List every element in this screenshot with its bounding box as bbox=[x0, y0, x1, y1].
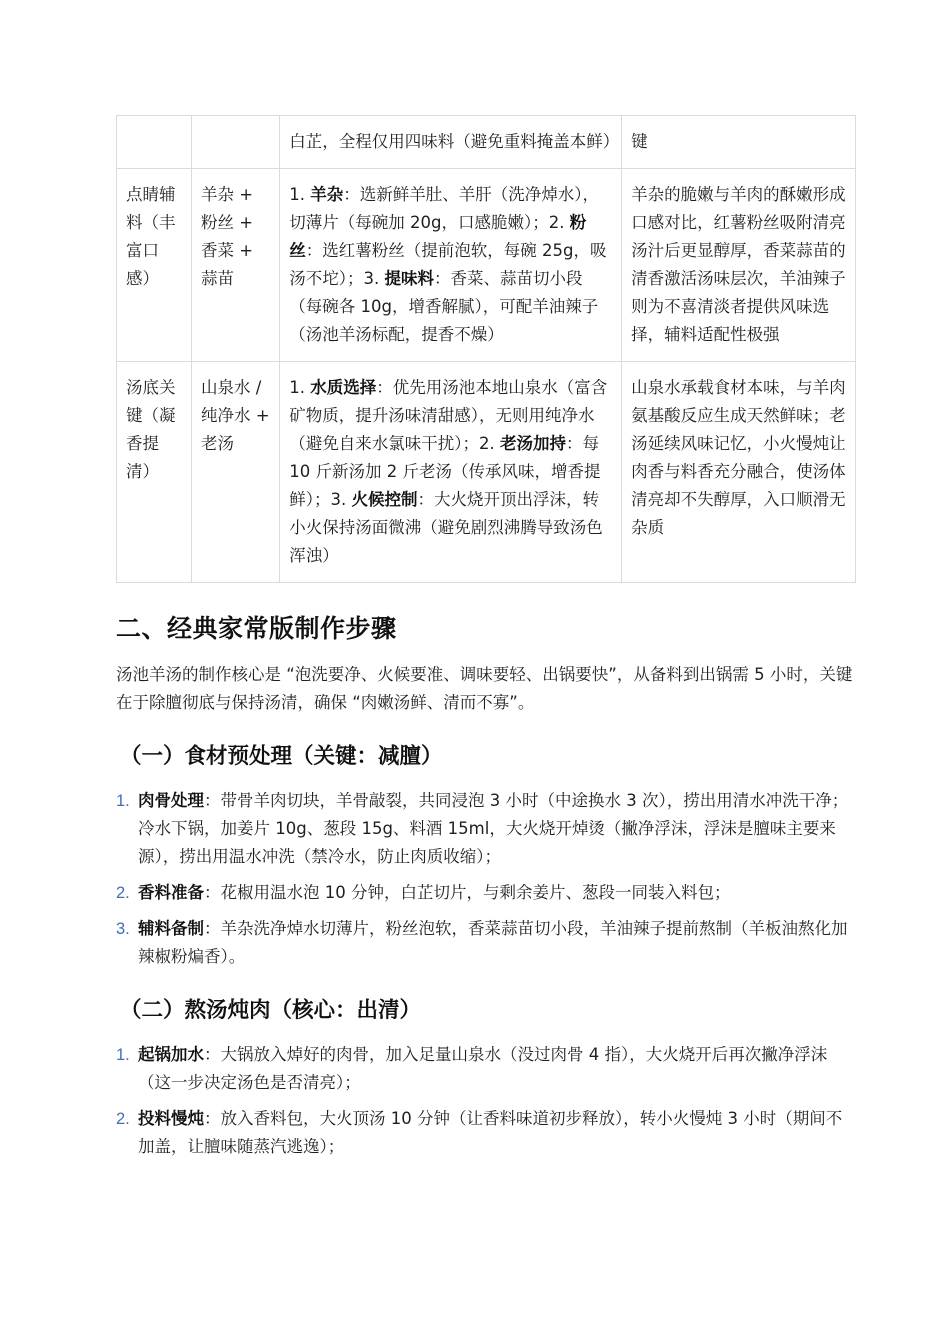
table-cell-c1: 点睛辅料（丰富口感） bbox=[117, 169, 192, 362]
table-cell-c1 bbox=[117, 116, 192, 169]
table-cell-c4: 山泉水承载食材本味，与羊肉氨基酸反应生成天然鲜味；老汤延续风味记忆，小火慢炖让肉香与料香充分融合，使汤体清亮却不失醇厚，入口顺滑无杂质 bbox=[622, 362, 856, 583]
list-number: 1. bbox=[116, 1046, 130, 1064]
table-row bbox=[117, 116, 856, 169]
cell-text: ：香菜、蒜苗切小段（每碗各 10g，增香解腻），可配羊油辣子（汤池羊汤标配，提香不燥） bbox=[289, 269, 599, 344]
table-cell-c2 bbox=[192, 116, 280, 169]
list-number: 1. bbox=[116, 792, 130, 810]
cell-text: ：选红薯粉丝（提前泡软，每碗 25g，吸汤不坨）；3. bbox=[289, 241, 607, 288]
table-row bbox=[117, 169, 856, 362]
document-page bbox=[116, 115, 856, 1169]
list-number: 2. bbox=[116, 1110, 130, 1128]
cell-text: ：大火烧开顶出浮沫，转小火保持汤面微沸（避免剧烈沸腾导致汤色浑浊） bbox=[289, 490, 603, 565]
cell-text: ：每 10 斤新汤加 2 斤老汤（传承风味，增香提鲜）；3. bbox=[289, 434, 601, 509]
table-cell-c4: 键 bbox=[622, 116, 856, 169]
table-cell-c1: 汤底关键（凝香提清） bbox=[117, 362, 192, 583]
subsection-title-stew: （二）熬汤炖肉（核心：出清） bbox=[120, 998, 422, 1023]
list-item bbox=[116, 787, 856, 871]
table-cell-c3 bbox=[280, 116, 622, 169]
step-text: ：大锅放入焯好的肉骨，加入足量山泉水（没过肉骨 4 指），大火烧开后再次撇净浮沫（这一步决定汤色是否清亮）； bbox=[138, 1045, 828, 1092]
step-label: 香料准备 bbox=[138, 883, 204, 902]
bold-term: 羊杂 bbox=[310, 185, 344, 204]
table-cell-c2: 羊杂 + 粉丝 + 香菜 + 蒜苗 bbox=[192, 169, 280, 362]
list-item bbox=[116, 879, 856, 907]
step-text: ：带骨羊肉切块，羊骨敲裂，共同浸泡 3 小时（中途换水 3 次），捞出用清水冲洗干净；冷水下锅，加姜片 10g、葱段 15g、料酒 15ml，大火烧开焯烫（撇净浮沫，浮沫是膻味主要来源），捞出用温水冲洗（禁冷水，防止肉质收缩）； bbox=[138, 791, 849, 866]
bold-term: 火候控制 bbox=[351, 490, 418, 509]
step-label: 辅料备制 bbox=[138, 919, 204, 938]
prep-steps-list bbox=[116, 787, 856, 971]
table-cell-c3 bbox=[280, 169, 622, 362]
step-text: ：花椒用温水泡 10 分钟，白芷切片，与剩余姜片、葱段一同装入料包； bbox=[204, 883, 731, 902]
step-text: ：放入香料包，大火顶汤 10 分钟（让香料味道初步释放），转小火慢炖 3 小时（期间不加盖，让膻味随蒸汽逃逸）； bbox=[138, 1109, 843, 1156]
list-number: 2. bbox=[116, 884, 130, 902]
table-cell-c3 bbox=[280, 362, 622, 583]
table-row bbox=[117, 362, 856, 583]
bold-term: 老汤加持 bbox=[499, 434, 566, 453]
list-item bbox=[116, 1105, 856, 1161]
list-item bbox=[116, 915, 856, 971]
subsection-title-prep: （一）食材预处理（关键：减膻） bbox=[120, 744, 443, 769]
table-cell-c4: 羊杂的脆嫩与羊肉的酥嫩形成口感对比，红薯粉丝吸附清亮汤汁后更显醇厚，香菜蒜苗的清香激活汤味层次，羊油辣子则为不喜清淡者提供风味选择，辅料适配性极强 bbox=[622, 169, 856, 362]
stew-steps-list bbox=[116, 1041, 856, 1161]
section-intro: 汤池羊汤的制作核心是 “泡洗要净、火候要准、调味要轻、出锅要快”，从备料到出锅需 5 小时，关键在于除膻彻底与保持汤清，确保 “肉嫩汤鲜、清而不寡”。 bbox=[116, 665, 853, 712]
list-number: 3. bbox=[116, 920, 130, 938]
bold-term: 提味料 bbox=[384, 269, 434, 288]
bold-term: 粉丝 bbox=[289, 213, 587, 260]
step-label: 肉骨处理 bbox=[138, 791, 204, 810]
cell-text: 1. bbox=[289, 185, 311, 204]
table-body bbox=[117, 116, 856, 583]
step-label: 投料慢炖 bbox=[138, 1109, 204, 1128]
step-text: ：羊杂洗净焯水切薄片，粉丝泡软，香菜蒜苗切小段，羊油辣子提前熬制（羊板油熬化加辣椒粉煸香）。 bbox=[138, 919, 848, 966]
cell-text: 白芷，全程仅用四味料（避免重料掩盖本鲜） bbox=[289, 132, 620, 151]
section-title: 二、经典家常版制作步骤 bbox=[116, 614, 397, 643]
cell-text: ：选新鲜羊肚、羊肝（洗净焯水），切薄片（每碗加 20g，口感脆嫩）；2. bbox=[289, 185, 599, 232]
step-label: 起锅加水 bbox=[138, 1045, 204, 1064]
list-item bbox=[116, 1041, 856, 1097]
cell-text: ：优先用汤池本地山泉水（富含矿物质，提升汤味清甜感），无则用纯净水（避免自来水氯味干扰）；2. bbox=[289, 378, 608, 453]
ingredient-table bbox=[116, 115, 856, 583]
table-cell-c2: 山泉水 / 纯净水 + 老汤 bbox=[192, 362, 280, 583]
bold-term: 水质选择 bbox=[310, 378, 377, 397]
cell-text: 1. bbox=[289, 378, 311, 397]
